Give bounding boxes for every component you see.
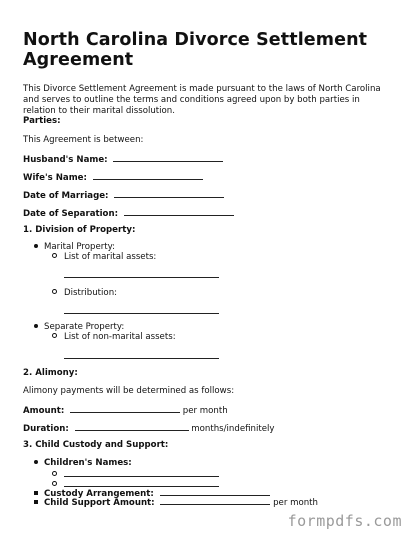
bullet-icon	[34, 460, 38, 464]
marriage-date-field[interactable]	[114, 189, 224, 198]
separation-date-label: Date of Separation:	[23, 209, 119, 219]
parties-between: This Agreement is between:	[23, 135, 144, 145]
husband-name-row	[23, 153, 223, 166]
nonmarital-assets-item: List of non-marital assets:	[52, 332, 176, 343]
circle-bullet-icon	[52, 471, 57, 476]
alimony-intro: Alimony payments will be determined as follows:	[23, 386, 235, 396]
alimony-duration-suffix: months/indefinitely	[191, 424, 275, 434]
nonmarital-assets-field[interactable]	[64, 358, 219, 359]
wife-name-label: Wife's Name:	[23, 173, 87, 183]
child-name-1-field[interactable]	[64, 468, 219, 477]
separation-date-row	[23, 207, 234, 220]
intro-paragraph: This Divorce Settlement Agreement is made pursuant to the laws of North Carolina and serves to outline the terms and conditions agreed upon by both parties in relation to their marital dissolution.	[23, 84, 381, 116]
circle-bullet-icon	[52, 289, 57, 294]
document-title: North Carolina Divorce Settlement Agreement	[23, 30, 368, 70]
section3-heading: 3. Child Custody and Support:	[23, 440, 169, 450]
circle-bullet-icon	[52, 333, 57, 338]
alimony-amount-suffix: per month	[182, 406, 228, 416]
watermark: formpdfs.com	[287, 512, 402, 530]
wife-name-field[interactable]	[93, 171, 203, 180]
children-names-item: Children's Names:	[34, 458, 132, 469]
alimony-duration-label: Duration:	[23, 424, 69, 434]
husband-name-field[interactable]	[113, 153, 223, 162]
alimony-amount-row	[23, 404, 228, 417]
marital-assets-item: List of marital assets:	[52, 252, 156, 263]
child-support-field[interactable]	[160, 496, 270, 505]
alimony-amount-label: Amount:	[23, 406, 65, 416]
bullet-icon	[34, 500, 38, 504]
circle-bullet-icon	[52, 253, 57, 258]
bullet-icon	[34, 324, 38, 328]
custody-item: Custody Arrangement:	[34, 487, 270, 500]
child-name-2-field[interactable]	[64, 478, 219, 487]
custody-field[interactable]	[160, 487, 270, 496]
marriage-date-row	[23, 189, 224, 202]
wife-name-row	[23, 171, 203, 184]
distribution-field[interactable]	[64, 313, 219, 314]
parties-heading: Parties:	[23, 116, 61, 126]
alimony-duration-field[interactable]	[75, 422, 189, 431]
bullet-icon	[34, 244, 38, 248]
distribution-item: Distribution:	[52, 288, 117, 299]
alimony-duration-row	[23, 422, 275, 435]
marriage-date-label: Date of Marriage:	[23, 191, 109, 201]
separate-property-item: Separate Property:	[34, 322, 124, 333]
bullet-icon	[34, 491, 38, 495]
marital-property-item: Marital Property:	[34, 242, 115, 253]
child-support-item: Child Support Amount: per month	[34, 496, 318, 509]
circle-bullet-icon	[52, 481, 57, 486]
alimony-amount-field[interactable]	[70, 404, 180, 413]
husband-name-label: Husband's Name:	[23, 155, 108, 165]
separation-date-field[interactable]	[124, 207, 234, 216]
section2-heading: 2. Alimony:	[23, 368, 78, 378]
document-body	[23, 30, 395, 117]
marital-assets-field[interactable]	[64, 277, 219, 278]
section1-heading: 1. Division of Property:	[23, 225, 136, 235]
